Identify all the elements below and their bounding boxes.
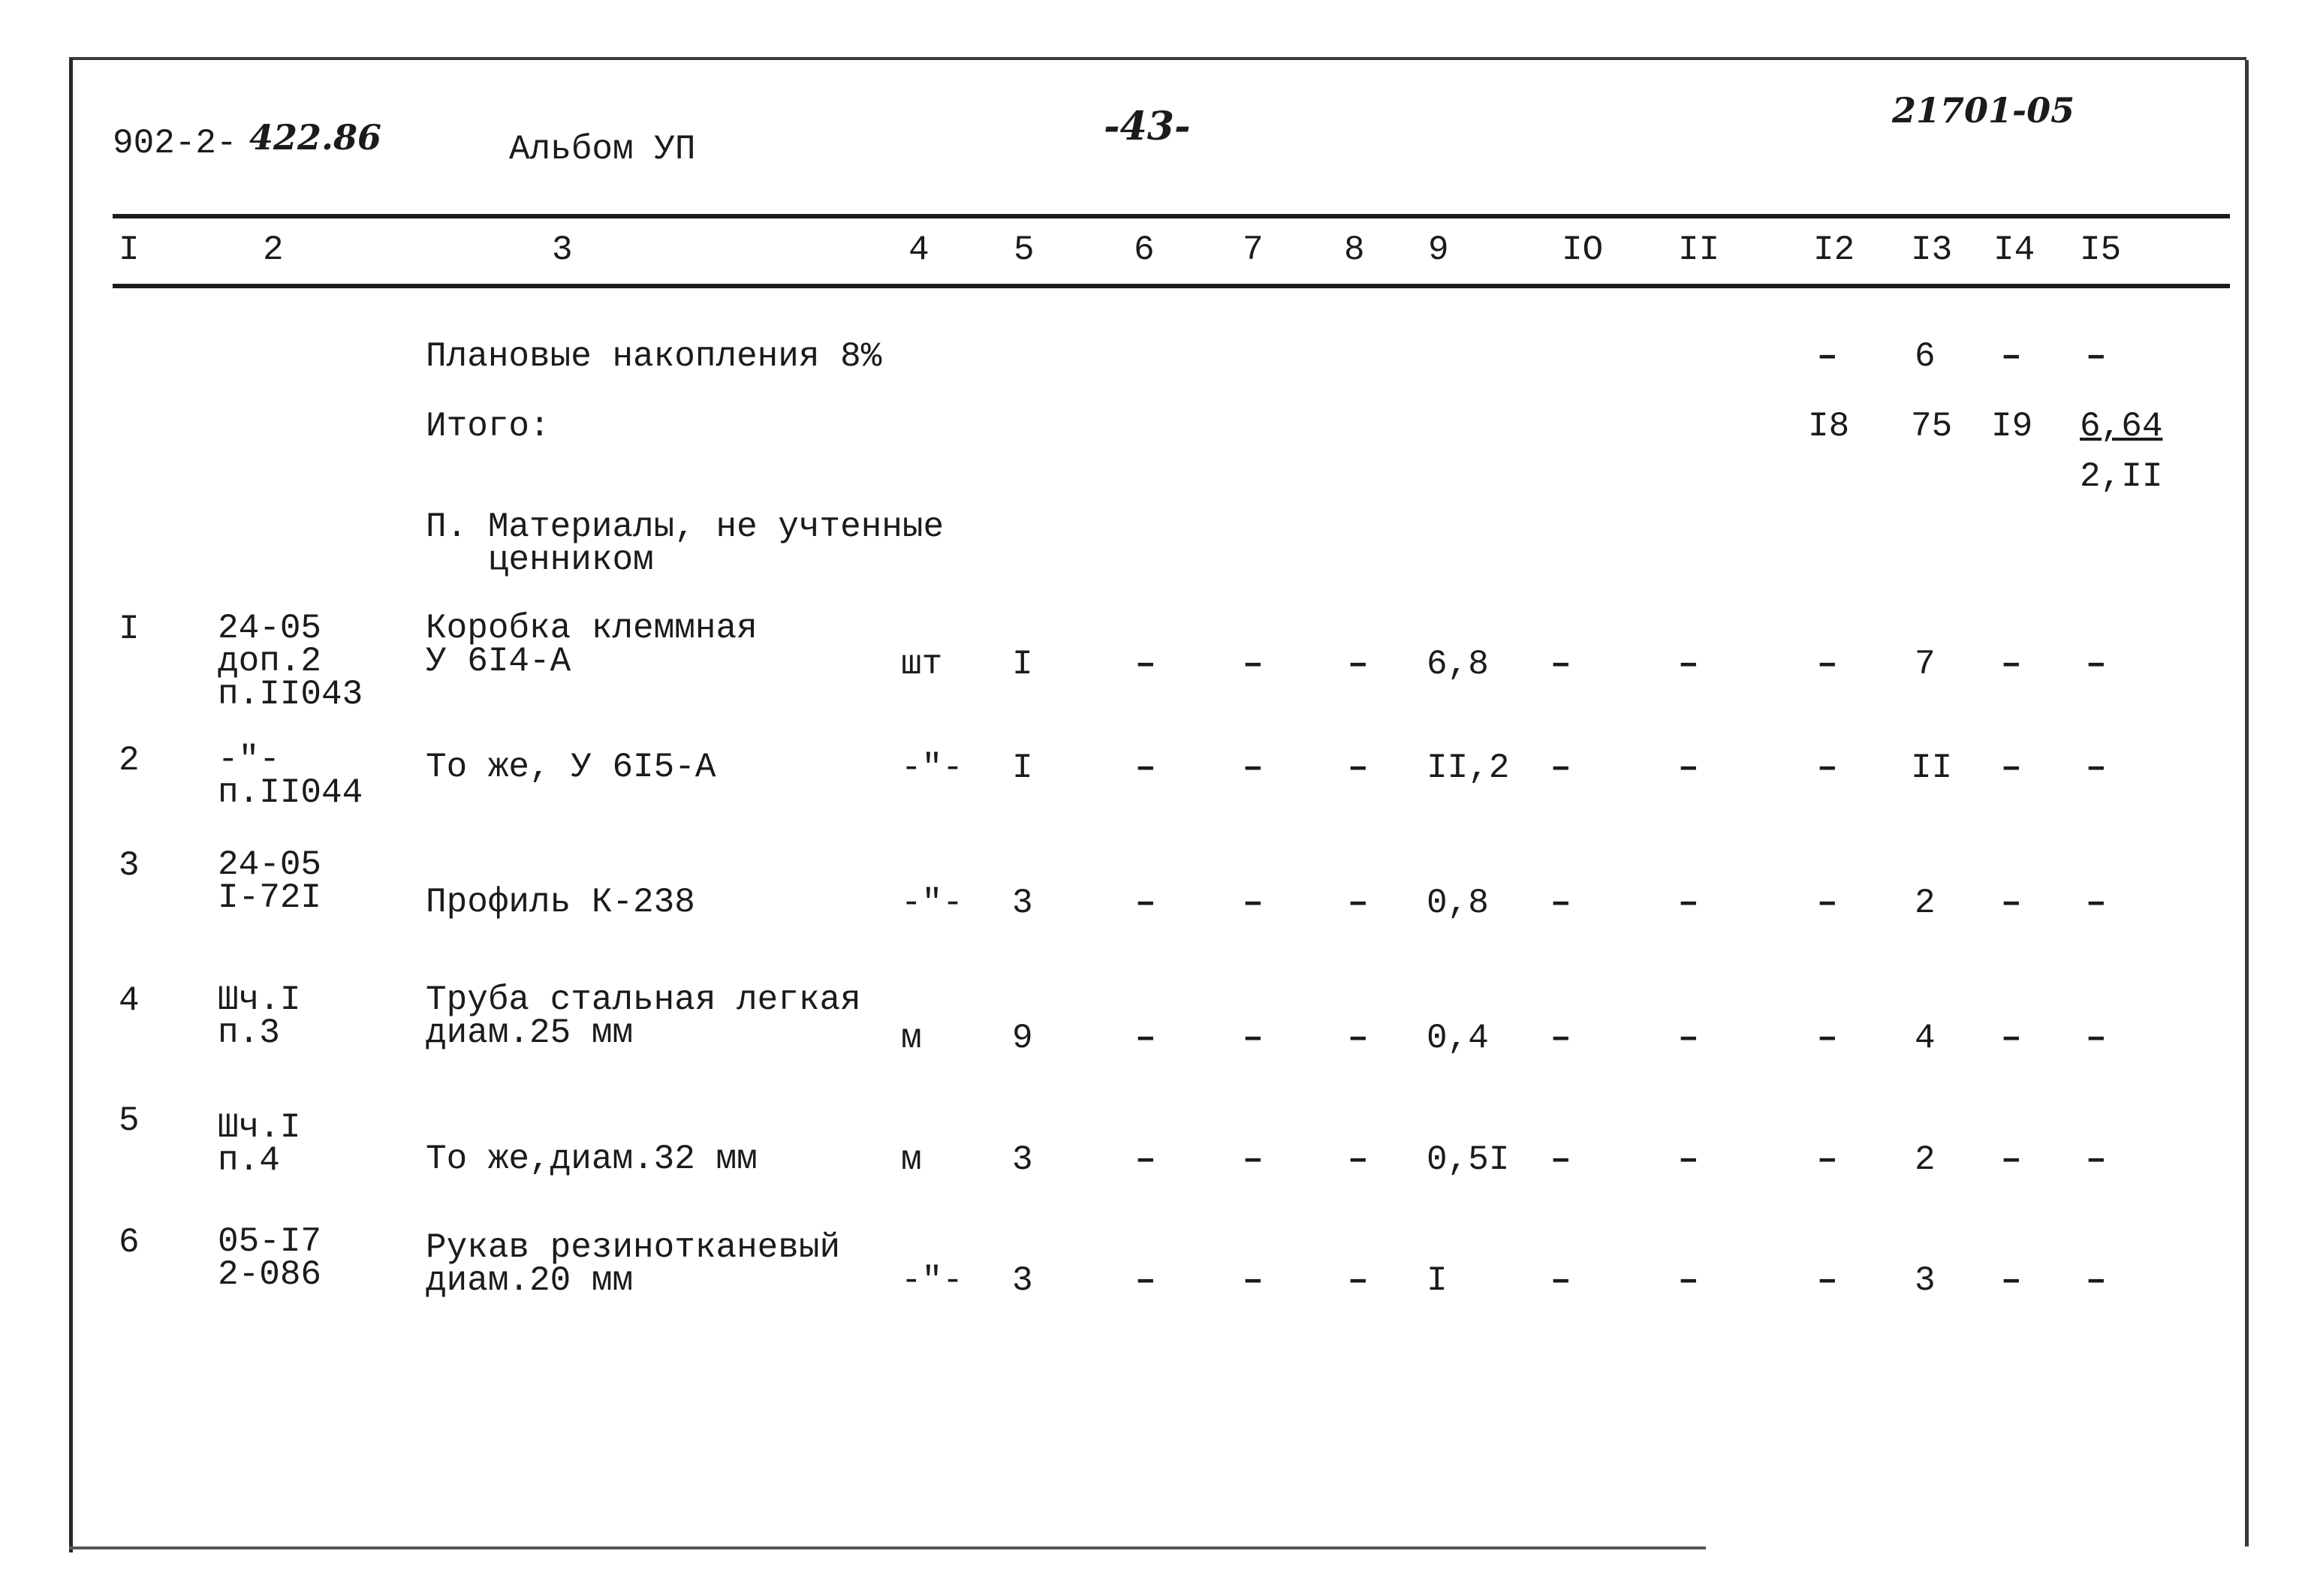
cell-c10: – xyxy=(1550,1261,1571,1300)
col-10-header: IO xyxy=(1562,230,1604,270)
quantity: 9 xyxy=(1012,1019,1033,1058)
planned-c13: 6 xyxy=(1915,337,1936,376)
planned-c15: – xyxy=(2086,337,2107,376)
col-6-header: 6 xyxy=(1134,230,1155,270)
price-code: Шч.I п.3 xyxy=(218,980,301,1052)
cell-c15: – xyxy=(2086,1019,2107,1058)
col-7-header: 7 xyxy=(1243,230,1264,270)
cell-c7: – xyxy=(1243,1140,1264,1179)
col-5-header: 5 xyxy=(1014,230,1035,270)
cell-c11: – xyxy=(1678,1261,1699,1300)
col-8-header: 8 xyxy=(1344,230,1365,270)
cell-c7: – xyxy=(1243,884,1264,923)
row-number: I xyxy=(119,610,140,649)
price-code: -"- п.II044 xyxy=(218,740,363,812)
page-number: -43- xyxy=(1104,104,1191,149)
cell-c7: – xyxy=(1243,645,1264,684)
cell-c10: – xyxy=(1550,1140,1571,1179)
cell-c12: – xyxy=(1817,645,1838,684)
cell-c12: – xyxy=(1817,1261,1838,1300)
cell-c13: 2 xyxy=(1915,1140,1936,1179)
cell-c14: – xyxy=(2001,1019,2022,1058)
album-label: Альбом УП xyxy=(509,130,696,169)
frame-bottom-border xyxy=(69,1546,1706,1549)
cell-c10: – xyxy=(1550,645,1571,684)
cell-c11: – xyxy=(1678,748,1699,787)
cell-c14: – xyxy=(2001,1140,2022,1179)
row-number: 3 xyxy=(119,846,140,885)
cell-c6: – xyxy=(1135,1261,1156,1300)
col-12-header: I2 xyxy=(1813,230,1855,270)
cell-c9: 6,8 xyxy=(1427,645,1489,684)
col-1-header: I xyxy=(119,230,140,270)
header-rule-bottom xyxy=(113,284,2230,288)
cell-c9: I xyxy=(1427,1261,1448,1300)
price-code: 05-I7 2-086 xyxy=(218,1222,322,1294)
frame-left-border xyxy=(69,59,73,1552)
cell-c15: – xyxy=(2086,1261,2107,1300)
cell-c7: – xyxy=(1243,748,1264,787)
total-label: Итого: xyxy=(426,407,550,446)
cell-c8: – xyxy=(1348,1019,1369,1058)
col-9-header: 9 xyxy=(1428,230,1449,270)
frame-right-border xyxy=(2245,60,2249,1546)
row-number: 5 xyxy=(119,1101,140,1140)
material-name: Профиль К-238 xyxy=(426,883,695,922)
cell-c6: – xyxy=(1135,1140,1156,1179)
cell-c15: – xyxy=(2086,645,2107,684)
material-name: То же, У 6I5-А xyxy=(426,748,716,787)
cell-c9: 0,4 xyxy=(1427,1019,1489,1058)
quantity: I xyxy=(1012,645,1033,684)
unit: -"- xyxy=(901,748,963,787)
cell-c11: – xyxy=(1678,884,1699,923)
cell-c15: – xyxy=(2086,884,2107,923)
quantity: 3 xyxy=(1012,1261,1033,1300)
cell-c15: – xyxy=(2086,1140,2107,1179)
cell-c7: – xyxy=(1243,1261,1264,1300)
cell-c11: – xyxy=(1678,1019,1699,1058)
total-c15-bottom: 2,II xyxy=(2080,457,2163,496)
cell-c15: – xyxy=(2086,748,2107,787)
header-rule-top xyxy=(113,214,2230,218)
price-code: Шч.I п.4 xyxy=(218,1108,301,1180)
material-name: Рукав резинотканевый диам.20 мм xyxy=(426,1228,841,1300)
cell-c14: – xyxy=(2001,884,2022,923)
planned-c12: – xyxy=(1817,337,1838,376)
col-4-header: 4 xyxy=(908,230,930,270)
cell-c14: – xyxy=(2001,748,2022,787)
cell-c8: – xyxy=(1348,884,1369,923)
col-2-header: 2 xyxy=(263,230,284,270)
cell-c14: – xyxy=(2001,645,2022,684)
cell-c10: – xyxy=(1550,748,1571,787)
cell-c8: – xyxy=(1348,748,1369,787)
cell-c10: – xyxy=(1550,1019,1571,1058)
total-c12: I8 xyxy=(1808,407,1850,446)
cell-c13: II xyxy=(1911,748,1953,787)
material-name: То же,диам.32 мм xyxy=(426,1140,758,1179)
unit: -"- xyxy=(901,884,963,923)
col-3-header: 3 xyxy=(552,230,573,270)
cell-c9: II,2 xyxy=(1427,748,1510,787)
col-13-header: I3 xyxy=(1911,230,1953,270)
cell-c10: – xyxy=(1550,884,1571,923)
material-name: Труба стальная легкая диам.25 мм xyxy=(426,980,861,1052)
cell-c9: 0,8 xyxy=(1427,884,1489,923)
total-c14: I9 xyxy=(1991,407,2033,446)
cell-c6: – xyxy=(1135,645,1156,684)
quantity: 3 xyxy=(1012,1140,1033,1179)
planned-c14: – xyxy=(2001,337,2022,376)
doc-prefix: 902-2- xyxy=(113,124,237,163)
price-code: 24-05 I-72I xyxy=(218,845,322,917)
cell-c13: 7 xyxy=(1915,645,1936,684)
cell-c12: – xyxy=(1817,748,1838,787)
unit: м xyxy=(901,1019,922,1058)
total-c13: 75 xyxy=(1911,407,1953,446)
col-11-header: II xyxy=(1678,230,1720,270)
row-number: 4 xyxy=(119,981,140,1020)
cell-c13: 2 xyxy=(1915,884,1936,923)
cell-c13: 4 xyxy=(1915,1019,1936,1058)
cell-c12: – xyxy=(1817,1140,1838,1179)
cell-c8: – xyxy=(1348,1140,1369,1179)
doc-number: 422.86 xyxy=(249,117,382,158)
cell-c9: 0,5I xyxy=(1427,1140,1510,1179)
total-c15-top: 6,64 xyxy=(2080,407,2163,446)
col-14-header: I4 xyxy=(1993,230,2035,270)
cell-c13: 3 xyxy=(1915,1261,1936,1300)
col-15-header: I5 xyxy=(2080,230,2122,270)
cell-c6: – xyxy=(1135,884,1156,923)
cell-c14: – xyxy=(2001,1261,2022,1300)
frame-top-border xyxy=(69,57,2246,60)
planned-label: Плановые накопления 8% xyxy=(426,337,882,376)
doc-code: 21701-05 xyxy=(1892,90,2075,131)
section-title: П. Материалы, не учтенные ценником xyxy=(426,507,945,580)
cell-c11: – xyxy=(1678,1140,1699,1179)
row-number: 6 xyxy=(119,1223,140,1262)
cell-c12: – xyxy=(1817,884,1838,923)
unit: м xyxy=(901,1140,922,1179)
cell-c6: – xyxy=(1135,1019,1156,1058)
material-name: Коробка клеммная У 6I4-А xyxy=(426,609,758,681)
quantity: I xyxy=(1012,748,1033,787)
cell-c8: – xyxy=(1348,645,1369,684)
cell-c6: – xyxy=(1135,748,1156,787)
unit: -"- xyxy=(901,1261,963,1300)
row-number: 2 xyxy=(119,741,140,780)
quantity: 3 xyxy=(1012,884,1033,923)
cell-c12: – xyxy=(1817,1019,1838,1058)
cell-c8: – xyxy=(1348,1261,1369,1300)
cell-c7: – xyxy=(1243,1019,1264,1058)
price-code: 24-05 доп.2 п.II043 xyxy=(218,609,363,714)
unit: шт xyxy=(901,645,943,684)
cell-c11: – xyxy=(1678,645,1699,684)
